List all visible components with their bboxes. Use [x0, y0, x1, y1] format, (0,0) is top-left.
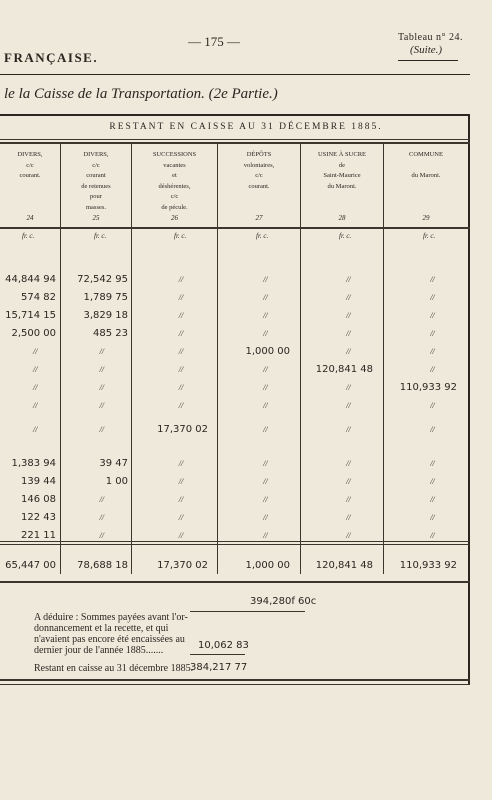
- ditto-mark: //: [430, 311, 435, 320]
- ditto-mark: //: [346, 329, 351, 338]
- column-header: DIVERS, c/c courant.: [17, 151, 43, 179]
- ditto-mark: //: [263, 477, 268, 486]
- column-header: SUCCESSIONS vacantes et déshérentes, c/c de pécule.: [152, 151, 197, 211]
- table-cell: 72,542 95: [77, 274, 128, 285]
- ditto-mark: //: [178, 531, 184, 540]
- ditto-mark: //: [346, 495, 351, 504]
- table-cell: 574 82: [21, 292, 56, 303]
- column-total: 65,447 00: [5, 560, 56, 571]
- ditto-mark: //: [346, 293, 351, 302]
- ditto-mark: //: [346, 425, 351, 434]
- header-divider: [0, 74, 470, 75]
- column-unit: fr. c.: [174, 232, 187, 240]
- title-rule: [0, 139, 470, 140]
- deduction-text-line: donnancement et la recette, et qui: [34, 623, 169, 634]
- deduction-text-line: A déduire : Sommes payées avant l'or-: [34, 612, 188, 623]
- ditto-mark: //: [346, 513, 351, 522]
- ditto-mark: //: [430, 477, 435, 486]
- column-header: COMMUNE du Maroni.: [409, 151, 443, 179]
- ditto-mark: //: [178, 347, 184, 356]
- page-subtitle: le la Caisse de la Transportation. (2e Partie.): [4, 86, 278, 102]
- column-number: 25: [92, 214, 100, 222]
- table-cell: 120,841 48: [315, 364, 373, 375]
- ditto-mark: //: [346, 401, 351, 410]
- ditto-mark: //: [99, 365, 104, 374]
- ditto-mark: //: [430, 329, 435, 338]
- table-title: RESTANT EN CAISSE AU 31 DÉCEMBRE 1885.: [109, 122, 383, 132]
- column-number: 24: [26, 214, 34, 222]
- column-unit: fr. c.: [423, 232, 436, 240]
- ditto-mark: //: [263, 275, 268, 284]
- ditto-mark: //: [346, 477, 351, 486]
- table-cell: 44,844 94: [5, 274, 56, 285]
- column-total: 17,370 02: [157, 560, 208, 571]
- ditto-mark: //: [178, 477, 184, 486]
- ditto-mark: //: [346, 459, 351, 468]
- table-cell: 1,383 94: [11, 458, 56, 469]
- ditto-mark: //: [430, 513, 435, 522]
- table-cell: 39 47: [99, 458, 128, 469]
- restant-label: Restant en caisse au 31 décembre 1885.: [34, 663, 194, 674]
- ditto-mark: //: [430, 495, 435, 504]
- table-bottom-border-2: [0, 684, 470, 685]
- column-unit: fr. c.: [339, 232, 352, 240]
- ditto-mark: //: [178, 495, 184, 504]
- ditto-mark: //: [178, 329, 184, 338]
- ditto-mark: //: [430, 275, 435, 284]
- ditto-mark: //: [263, 495, 268, 504]
- grand-total-rule: [190, 611, 305, 612]
- ditto-mark: //: [33, 365, 38, 374]
- column-unit: fr. c.: [256, 232, 269, 240]
- header-bottom-rule: [0, 227, 470, 229]
- ditto-mark: //: [178, 459, 184, 468]
- column-number: 28: [338, 214, 346, 222]
- table-cell: 485 23: [93, 328, 128, 339]
- deduction-text-line: n'avaient pas encore été encaissées au: [34, 634, 185, 645]
- ditto-mark: //: [430, 293, 435, 302]
- ditto-mark: //: [346, 275, 351, 284]
- table-cell: 139 44: [21, 476, 56, 487]
- ditto-mark: //: [33, 401, 38, 410]
- ditto-mark: //: [346, 347, 351, 356]
- col-divider: [383, 144, 384, 574]
- table-top-border: [0, 114, 470, 116]
- ditto-mark: //: [263, 513, 268, 522]
- ditto-mark: //: [178, 311, 184, 320]
- header-rule: [398, 60, 458, 61]
- ditto-mark: //: [33, 425, 38, 434]
- table-cell: 2,500 00: [11, 328, 56, 339]
- table-cell: 1,000 00: [245, 346, 290, 357]
- ditto-mark: //: [263, 425, 268, 434]
- col-divider: [217, 144, 218, 574]
- ditto-mark: //: [178, 513, 184, 522]
- ditto-mark: //: [263, 311, 268, 320]
- ditto-mark: //: [263, 365, 268, 374]
- ditto-mark: //: [430, 401, 435, 410]
- ditto-mark: //: [346, 531, 351, 540]
- ditto-mark: //: [33, 347, 38, 356]
- table-cell: 17,370 02: [157, 424, 208, 435]
- column-total: 78,688 18: [77, 560, 128, 571]
- ditto-mark: //: [178, 275, 184, 284]
- ditto-mark: //: [430, 531, 435, 540]
- ditto-mark: //: [99, 425, 104, 434]
- ditto-mark: //: [99, 347, 104, 356]
- col-divider: [300, 144, 301, 574]
- column-unit: fr. c.: [94, 232, 107, 240]
- ditto-mark: //: [263, 293, 268, 302]
- column-total: 120,841 48: [315, 560, 373, 571]
- ditto-mark: //: [263, 383, 268, 392]
- totals-top-rule: [0, 541, 470, 542]
- ditto-mark: //: [178, 365, 184, 374]
- ditto-mark: //: [263, 401, 268, 410]
- tableau-suite: (Suite.): [410, 44, 443, 56]
- deduction-text-line: dernier jour de l'année 1885.......: [34, 645, 164, 656]
- totals-bottom-rule: [0, 581, 470, 583]
- ditto-mark: //: [178, 293, 184, 302]
- left-header-title: FRANÇAISE.: [4, 50, 99, 65]
- table-cell: 1,789 75: [83, 292, 128, 303]
- column-number: 29: [422, 214, 430, 222]
- column-number: 27: [255, 214, 263, 222]
- column-header: DIVERS, c/c courant de retenues pour masses.: [81, 151, 111, 211]
- table-cell: 146 08: [21, 494, 56, 505]
- ditto-mark: //: [99, 513, 104, 522]
- ditto-mark: //: [263, 531, 268, 540]
- table-bottom-border: [0, 679, 470, 681]
- page-number: — 175 —: [188, 34, 240, 49]
- table-cell: 1 00: [105, 476, 128, 487]
- ditto-mark: //: [99, 531, 104, 540]
- column-number: 26: [171, 214, 178, 222]
- ditto-mark: //: [263, 329, 268, 338]
- column-total: 1,000 00: [245, 560, 290, 571]
- ditto-mark: //: [99, 495, 104, 504]
- table-cell: 3,829 18: [83, 310, 128, 321]
- column-header: USINE À SUCRE de Saint-Maurice du Maroni.: [317, 151, 367, 190]
- restant-value: 384,217 77: [190, 662, 248, 673]
- grand-total: 394,280f 60c: [250, 596, 317, 607]
- table-cell: 110,933 92: [399, 382, 457, 393]
- deduction-value: 10,062 83: [198, 640, 249, 651]
- title-rule-thick: [0, 142, 470, 144]
- ditto-mark: //: [178, 383, 184, 392]
- column-header: DÉPÔTS volontaires, c/c courant.: [243, 151, 275, 190]
- table-cell: 221 11: [21, 530, 56, 541]
- table-cell: 15,714 15: [5, 310, 56, 321]
- column-total: 110,933 92: [399, 560, 457, 571]
- tableau-number: Tableau n° 24.: [398, 32, 464, 43]
- deduction-rule: [190, 654, 245, 655]
- ditto-mark: //: [346, 383, 351, 392]
- column-unit: fr. c.: [22, 232, 35, 240]
- ditto-mark: //: [430, 347, 435, 356]
- ditto-mark: //: [99, 401, 104, 410]
- ditto-mark: //: [430, 365, 435, 374]
- ditto-mark: //: [346, 311, 351, 320]
- totals-top-rule-2: [0, 544, 470, 545]
- ditto-mark: //: [430, 459, 435, 468]
- ditto-mark: //: [99, 383, 104, 392]
- table-cell: 122 43: [21, 512, 56, 523]
- table-right-border: [468, 114, 470, 684]
- ditto-mark: //: [178, 401, 184, 410]
- ditto-mark: //: [33, 383, 38, 392]
- ditto-mark: //: [263, 459, 268, 468]
- ditto-mark: //: [430, 425, 435, 434]
